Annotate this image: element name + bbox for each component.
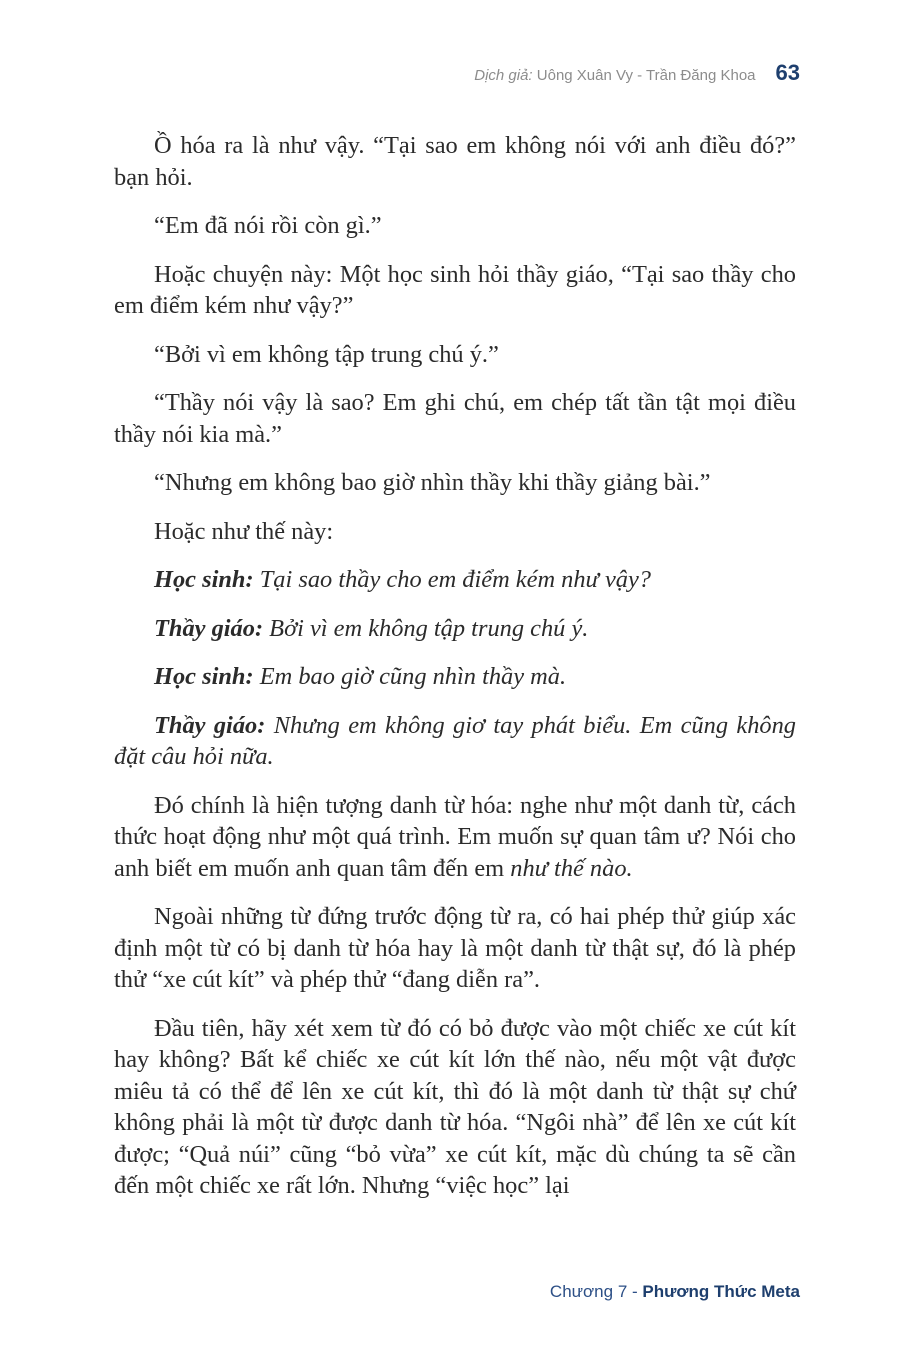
translator-credit bbox=[474, 67, 755, 84]
dialogue-line bbox=[114, 710, 796, 773]
chapter-label: Chương 7 - bbox=[549, 1282, 638, 1301]
page-body bbox=[114, 130, 796, 1219]
dialogue-speaker: Thầy giáo: bbox=[154, 711, 266, 739]
paragraph: Hoặc như thế này: bbox=[154, 517, 334, 545]
paragraph: Hoặc chuyện này: Một học sinh hỏi thầy giáo, “Tại sao thầy cho em điểm kém như vậy?” bbox=[114, 260, 796, 319]
running-footer bbox=[550, 1282, 800, 1302]
paragraph: Đầu tiên, hãy xét xem từ đó có bỏ được vào một chiếc xe cút kít hay không? Bất kể chiếc xe cút kít lớn thế nào, nếu một vật được miêu tả có thể để lên xe cút kít, thì đó là một danh từ thật sự chứ không phải là một từ được danh từ hóa. “Ngôi nhà” để lên xe cút kít được; “Quả núi” cũng “bỏ vừa” xe cút kít, mặc dù chúng ta sẽ cần đến một chiếc xe rất lớn. Nhưng “việc học” lại bbox=[114, 1014, 796, 1199]
translator-names: Uông Xuân Vy - Trần Đăng Khoa bbox=[536, 67, 756, 84]
dialogue-text: Bởi vì em không tập trung chú ý. bbox=[263, 614, 589, 642]
running-header bbox=[474, 60, 800, 86]
paragraph: “Nhưng em không bao giờ nhìn thầy khi thầy giảng bài.” bbox=[154, 469, 711, 496]
paragraph: Ngoài những từ đứng trước động từ ra, có hai phép thử giúp xác định một từ có bị danh từ hóa hay là một danh từ thật sự, đó là phép thử “xe cút kít” và phép thử “đang diễn ra”. bbox=[114, 903, 796, 993]
dialogue-text: Em bao giờ cũng nhìn thầy mà. bbox=[253, 663, 567, 690]
paragraph: “Em đã nói rồi còn gì.” bbox=[154, 212, 382, 239]
page-number: 63 bbox=[775, 60, 800, 85]
paragraph-text: Đó chính là hiện tượng danh từ hóa: nghe như một danh từ, cách thức hoạt động như một quá trình. Em muốn sự quan tâm ư? Nói cho anh biết em muốn anh quan tâm đến em bbox=[114, 791, 796, 882]
dialogue-speaker: Thầy giáo: bbox=[154, 614, 264, 642]
dialogue-line bbox=[114, 613, 796, 645]
dialogue-speaker: Học sinh: bbox=[154, 566, 254, 593]
chapter-title: Phương Thức Meta bbox=[642, 1282, 800, 1301]
paragraph: “Bởi vì em không tập trung chú ý.” bbox=[154, 340, 499, 368]
dialogue-speaker: Học sinh: bbox=[154, 663, 254, 690]
paragraph bbox=[114, 790, 796, 885]
dialogue-text: Tại sao thầy cho em điểm kém như vậy? bbox=[253, 566, 651, 593]
dialogue-line bbox=[114, 661, 796, 693]
paragraph: Ồ hóa ra là như vậy. “Tại sao em không nói với anh điều đó?” bạn hỏi. bbox=[114, 132, 796, 191]
dialogue-line bbox=[114, 564, 796, 596]
dialogue-text: Nhưng em không giơ tay phát biểu. Em cũng không đặt câu hỏi nữa. bbox=[114, 711, 796, 770]
translator-label: Dịch giả: bbox=[474, 67, 533, 84]
paragraph-emphasis: như thế nào. bbox=[510, 854, 633, 882]
paragraph: “Thầy nói vậy là sao? Em ghi chú, em chép tất tần tật mọi điều thầy nói kia mà.” bbox=[114, 389, 796, 448]
